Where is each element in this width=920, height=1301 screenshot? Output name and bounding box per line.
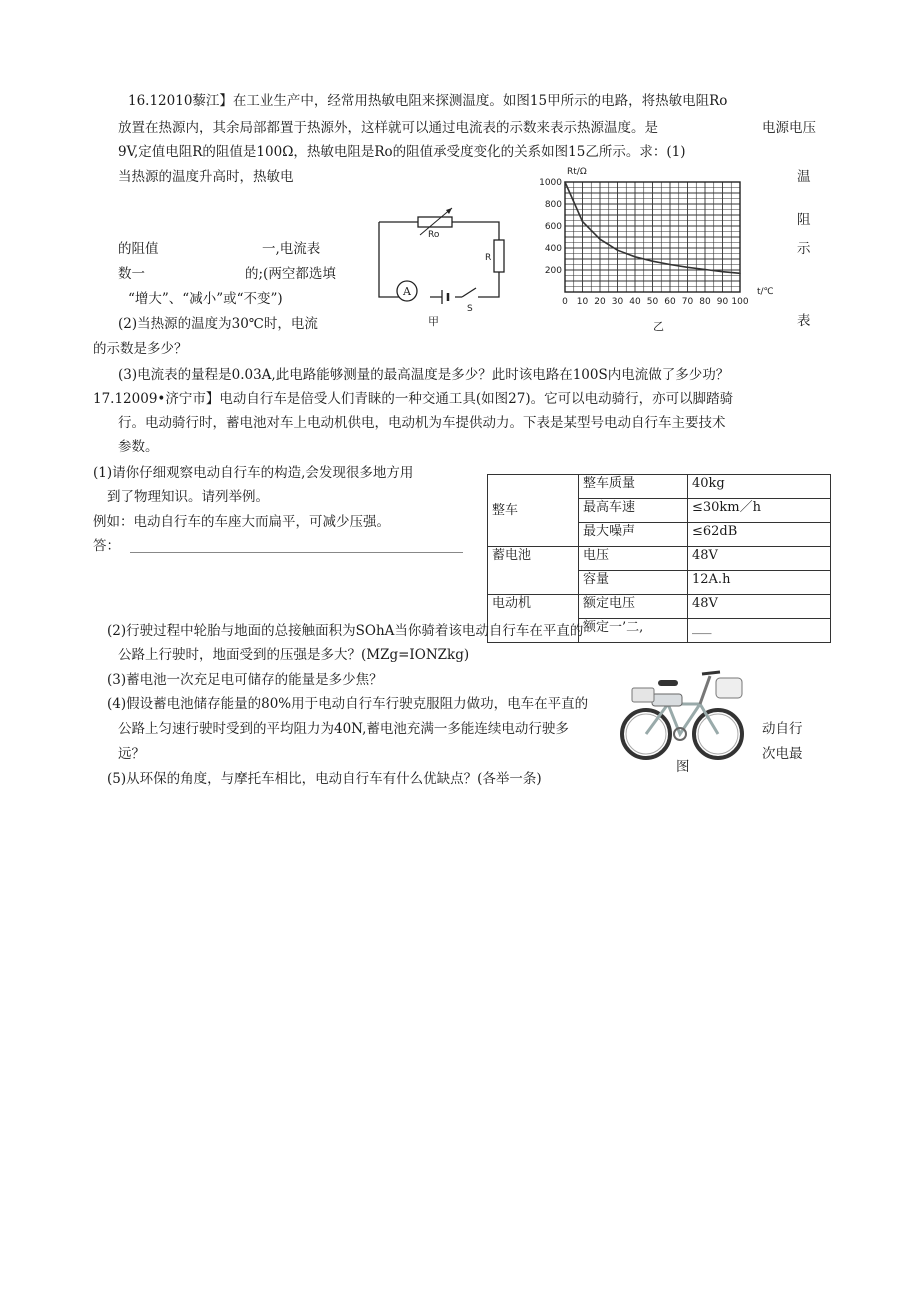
table-item-cell: 电压 — [579, 547, 688, 571]
table-row — [488, 547, 831, 571]
q17-line2: 行。电动骑行时，蓄电池对车上电动机供电，电动机为车提供动力。下表是某型号电动自行车主要技术 — [118, 415, 726, 431]
chart-x-tick-label: 90 — [716, 297, 729, 307]
battery-pack — [652, 694, 682, 706]
ro-label: Ro — [428, 230, 440, 240]
chart-x-tick-label: 20 — [594, 297, 606, 307]
q17-p2a: (2)行驶过程中轮胎与地面的总接触面积为SOhA当你骑着该电动自行车在平直的 — [107, 623, 584, 639]
chart-y-tick-label: 1000 — [539, 178, 562, 188]
chart-x-tick-label: 30 — [611, 297, 624, 307]
q17-line3: 参数。 — [118, 439, 159, 455]
q16-line10: (3)电流表的量程是0.03A,此电路能够测量的最高温度是多少？此时该电路在100S内电流做了多少功？ — [118, 367, 730, 383]
chart-x-tick-label: 80 — [699, 297, 711, 307]
electric-bicycle-image — [618, 660, 746, 764]
q16-line2: 放置在热源内，其余局部都置于热源外，这样就可以通过电流表的示数来表示热源温度。是 — [118, 120, 658, 136]
table-value-cell: 48V — [688, 595, 831, 619]
circuit-diagram — [370, 200, 520, 330]
seat — [658, 680, 678, 686]
chart-x-tick-label: 40 — [629, 297, 641, 307]
q16-line5a: 的阻值 — [118, 241, 159, 257]
table-value-cell: 48V — [688, 547, 831, 571]
table-item-cell: 整车质量 — [579, 475, 688, 499]
q16-line6b: 的;(两空都选填 — [245, 266, 336, 282]
front-basket — [716, 678, 742, 698]
switch-label: S — [467, 304, 473, 314]
chart-y-tick-label: 200 — [544, 266, 562, 276]
spec-table — [487, 474, 831, 643]
q16-line4: 当热源的温度升高时，热敏电 — [118, 169, 294, 185]
q17-p4c: 远？ — [118, 746, 145, 762]
q17-p5: (5)从环保的角度，与摩托车相比，电动自行车有什么优缺点？(各举一条) — [107, 771, 542, 787]
table-item-cell: 最高车速 — [579, 499, 688, 523]
q16-line7: “增大”、“减小”或“不变”) — [128, 291, 283, 307]
q17-example: 例如：电动自行车的车座大而扁平，可减少压强。 — [93, 514, 390, 530]
table-group-cell: 整车 — [488, 475, 579, 547]
q16-line8: (2)当热源的温度为30℃时，电流 — [118, 316, 318, 332]
chart-ylabel: Rt/Ω — [567, 167, 587, 177]
q16-line3: 9V,定值电阻R的阻值是100Ω，热敏电阻是Ro的阻值承受度变化的关系如图15乙所示。求：(1) — [118, 144, 686, 160]
table-item-cell: 容量 — [579, 571, 688, 595]
answer-blank-line[interactable] — [130, 552, 463, 553]
table-value-cell: ≤30km／h — [688, 499, 831, 523]
table-item-cell: 最大噪声 — [579, 523, 688, 547]
rear-basket — [632, 688, 654, 702]
q16-line6a: 数一 — [118, 266, 145, 282]
q16-line9: 的示数是多少？ — [93, 341, 188, 357]
chart-x-tick-label: 70 — [681, 297, 694, 307]
chart-x-tick-label: 100 — [731, 297, 749, 307]
q17-p2b: 公路上行驶时，地面受到的压强是多大？(MZg=IONZkg) — [118, 647, 470, 663]
chart-y-tick-label: 400 — [544, 244, 562, 254]
q16-side-2: 阻 — [797, 212, 811, 228]
table-item-cell: 额定一’二, — [579, 619, 688, 643]
chart-caption: 乙 — [653, 320, 664, 333]
q17-p4-side2: 次电最 — [762, 746, 803, 762]
ammeter-label: A — [403, 285, 411, 298]
table-group-cell: 蓄电池 — [488, 547, 579, 595]
table-value-cell: 12A.h — [688, 571, 831, 595]
q17-answer-label: 答： — [93, 538, 120, 554]
resistance-temperature-chart — [535, 160, 750, 335]
chart-x-tick-label: 50 — [646, 297, 659, 307]
figure-label: 图 — [676, 759, 690, 775]
q17-line1: 17.12009•济宁市】电动自行车是倍受人们青睐的一种交通工具(如图27)。它可以电动骑行，亦可以脚踏骑 — [93, 391, 734, 407]
chart-y-tick-label: 800 — [544, 200, 562, 210]
table-item-cell: 额定电压 — [579, 595, 688, 619]
table-value-cell: ≤62dB — [688, 523, 831, 547]
table-group-cell: 电动机 — [488, 595, 579, 643]
q17-p1b: 到了物理知识。请列举例。 — [107, 489, 269, 505]
q17-p4a: (4)假设蓄电池储存能量的80%用于电动自行车行驶克服阻力做功，电车在平直的 — [107, 696, 589, 712]
q17-p3: (3)蓄电池一次充足电可储存的能量是多少焦？ — [107, 672, 383, 688]
chart-xlabel-outside: t/℃ — [757, 287, 774, 297]
chart-y-tick-label: 600 — [544, 222, 562, 232]
chart-x-tick-label: 60 — [664, 297, 676, 307]
table-value-cell: 40kg — [688, 475, 831, 499]
q16-line5b: 一,电流表 — [262, 241, 321, 257]
chart-x-tick-label: 0 — [562, 297, 568, 307]
chart-x-tick-label: 10 — [576, 297, 589, 307]
q16-side-4: 表 — [797, 313, 811, 329]
switch-icon — [462, 288, 476, 297]
r-label: R — [485, 253, 492, 263]
q17-p1a: (1)请你仔细观察电动自行车的构造,会发现很多地方用 — [93, 465, 414, 481]
table-row — [488, 475, 831, 499]
q16-line1: 16.12010藜江】在工业生产中，经常用热敏电阻来探测温度。如图15甲所示的电路，将热敏电阻Ro — [128, 93, 728, 109]
circuit-caption: 甲 — [428, 315, 439, 328]
q16-side-1: 温 — [797, 169, 811, 185]
q16-line2b: 电源电压 — [762, 120, 816, 136]
q17-p4b: 公路上匀速行驶时受到的平均阻力为40N,蓄电池充满一多能连续电动行驶多 — [118, 721, 569, 737]
table-row — [488, 595, 831, 619]
q17-p4-side1: 动自行 — [762, 721, 803, 737]
resistor-r — [494, 240, 504, 272]
table-value-cell: ___ — [688, 619, 831, 643]
q16-side-3: 示 — [797, 241, 811, 257]
